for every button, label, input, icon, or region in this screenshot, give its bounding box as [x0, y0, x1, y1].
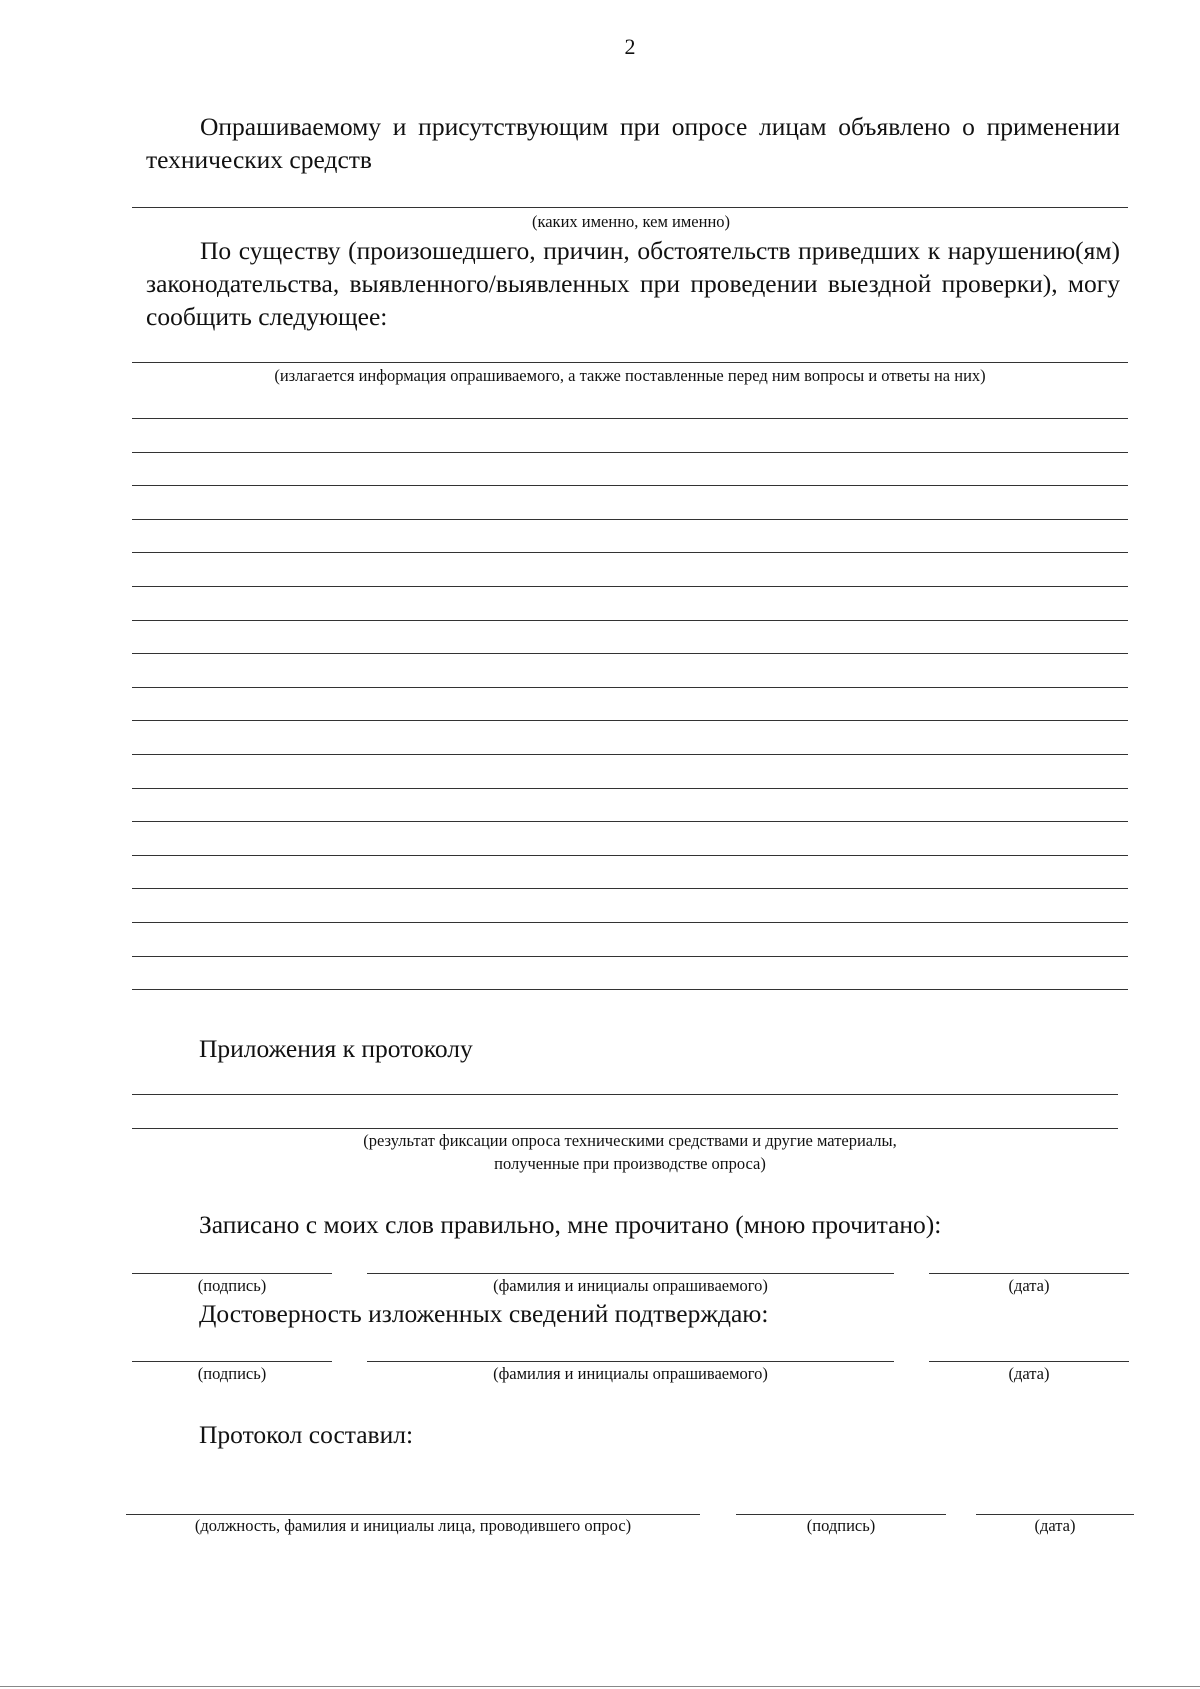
answer-line	[132, 821, 1128, 822]
attachments-caption-line-1: (результат фиксации опроса техническими средствами и другие материалы,	[363, 1131, 897, 1150]
recorded-date-caption: (дата)	[1008, 1276, 1050, 1295]
confirmation-date-line	[929, 1361, 1129, 1362]
answer-line	[132, 653, 1128, 654]
technical-means-caption: (каких именно, кем именно)	[531, 212, 731, 231]
substance-caption: (излагается информация опрашиваемого, а также поставленные перед ним вопросы и ответы на них)	[274, 366, 986, 385]
page-number: 2	[624, 34, 636, 59]
answer-line	[132, 855, 1128, 856]
answer-line	[132, 754, 1128, 755]
answer-line	[132, 552, 1128, 553]
confirmation-heading: Достоверность изложенных сведений подтверждаю:	[199, 1299, 769, 1328]
recorded-date-line	[929, 1273, 1129, 1274]
attachments-line-1	[132, 1094, 1118, 1095]
compiled-by-position-caption: (должность, фамилия и инициалы лица, проводившего опрос)	[194, 1516, 632, 1535]
attachments-heading: Приложения к протоколу	[199, 1034, 473, 1063]
answer-line	[132, 485, 1128, 486]
recorded-name-line	[367, 1273, 894, 1274]
answer-line	[132, 452, 1128, 453]
answer-line	[132, 418, 1128, 419]
answer-line	[132, 519, 1128, 520]
compiled-by-position-line	[126, 1514, 700, 1515]
answer-line	[132, 888, 1128, 889]
answer-line	[132, 956, 1128, 957]
technical-means-line	[132, 207, 1128, 208]
attachments-line-2	[132, 1128, 1118, 1129]
substance-paragraph: По существу (произошедшего, причин, обстоятельств приведших к нарушению(ям) законодательства, выявленного/выявленных при проведении выездной проверки), могу сообщить следующее:	[146, 236, 1120, 331]
answer-line	[132, 687, 1128, 688]
substance-line	[132, 362, 1128, 363]
compiled-by-date-line	[976, 1514, 1134, 1515]
recorded-heading: Записано с моих слов правильно, мне прочитано (мною прочитано):	[199, 1210, 942, 1239]
page-bottom-edge	[0, 1686, 1200, 1687]
attachments-caption-line-2: полученные при производстве опроса)	[494, 1154, 766, 1173]
answer-line	[132, 788, 1128, 789]
recorded-signature-caption: (подпись)	[197, 1276, 267, 1295]
compiled-by-signature-line	[736, 1514, 946, 1515]
recorded-name-caption: (фамилия и инициалы опрашиваемого)	[493, 1276, 768, 1295]
confirmation-name-caption: (фамилия и инициалы опрашиваемого)	[493, 1364, 768, 1383]
answer-line	[132, 922, 1128, 923]
answer-line	[132, 586, 1128, 587]
compiled-by-signature-caption: (подпись)	[806, 1516, 876, 1535]
answer-line	[132, 989, 1128, 990]
confirmation-signature-caption: (подпись)	[197, 1364, 267, 1383]
answer-line	[132, 620, 1128, 621]
recorded-signature-line	[132, 1273, 332, 1274]
compiled-by-heading: Протокол составил:	[199, 1420, 414, 1449]
answer-line	[132, 720, 1128, 721]
technical-means-paragraph: Опрашиваемому и присутствующим при опросе лицам объявлено о применении технических средств	[146, 112, 1120, 174]
confirmation-date-caption: (дата)	[1008, 1364, 1050, 1383]
confirmation-signature-line	[132, 1361, 332, 1362]
confirmation-name-line	[367, 1361, 894, 1362]
compiled-by-date-caption: (дата)	[1034, 1516, 1076, 1535]
